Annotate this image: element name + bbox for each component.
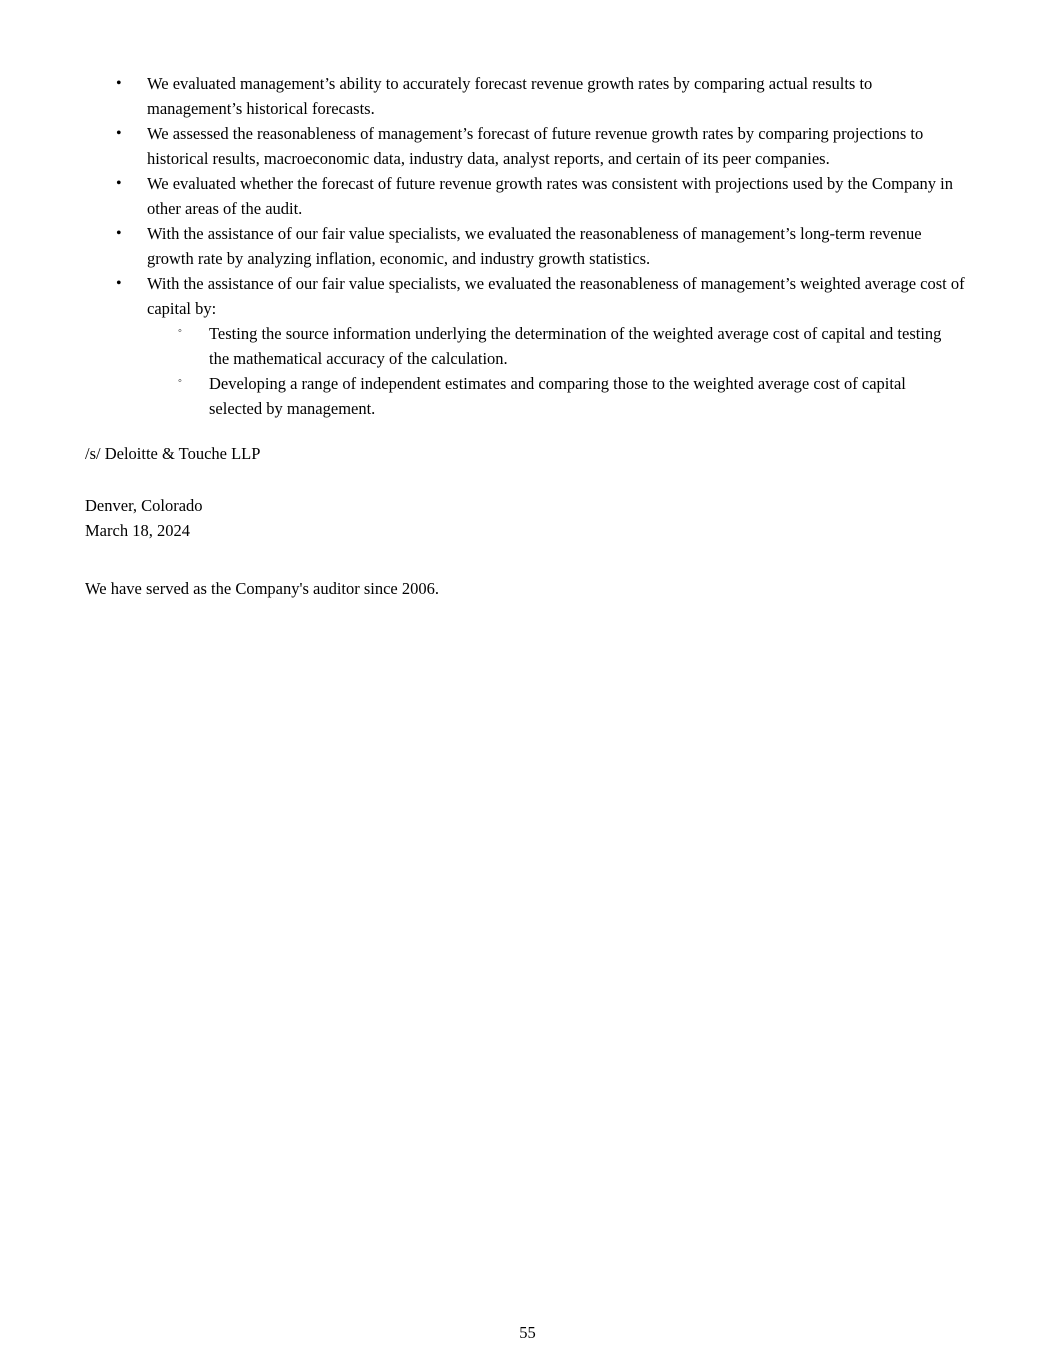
list-item-text: We evaluated management’s ability to accurately forecast revenue growth rates by comparing actual results to management’s historical forecasts. [147,74,873,118]
list-item [0,71,967,121]
list-item-text: With the assistance of our fair value specialists, we evaluated the reasonableness of management’s weighted average cost of capital by: [147,274,965,318]
sub-list-item [147,321,949,371]
auditor-tenure-statement: We have served as the Company's auditor since 2006. [85,579,440,598]
list-item [0,171,967,221]
bullet-icon: • [116,75,122,92]
signature-location-block [85,493,203,543]
hollow-bullet-icon: ◦ [178,375,182,387]
list-item [0,121,967,171]
signature-city: Denver, Colorado [85,496,203,515]
audit-procedures-list [0,71,1055,421]
signature-date: March 18, 2024 [85,521,190,540]
list-item-text: With the assistance of our fair value specialists, we evaluated the reasonableness of management’s long-term revenue growth rate by analyzing inflation, economic, and industry growth statistics. [147,224,922,268]
sub-list-item [147,371,949,421]
sub-list-item-text: Developing a range of independent estimates and comparing those to the weighted average cost of capital selected by management. [209,374,906,418]
auditor-signature: /s/ Deloitte & Touche LLP [85,444,261,463]
list-item [0,221,967,271]
page-number: 55 [519,1323,536,1342]
sub-list-item-text: Testing the source information underlying the determination of the weighted average cost of capital and testing the mathematical accuracy of the calculation. [209,324,942,368]
list-item-text: We assessed the reasonableness of management’s forecast of future revenue growth rates by comparing projections to historical results, macroeconomic data, industry data, analyst reports, and certain of its peer companies. [147,124,924,168]
wacc-sub-list [147,321,967,421]
bullet-icon: • [116,175,122,192]
list-item [0,271,967,421]
bullet-icon: • [116,125,122,142]
bullet-icon: • [116,225,122,242]
bullet-icon: • [116,275,122,292]
hollow-bullet-icon: ◦ [178,325,182,337]
list-item-text: We evaluated whether the forecast of future revenue growth rates was consistent with projections used by the Company in other areas of the audit. [147,174,954,218]
